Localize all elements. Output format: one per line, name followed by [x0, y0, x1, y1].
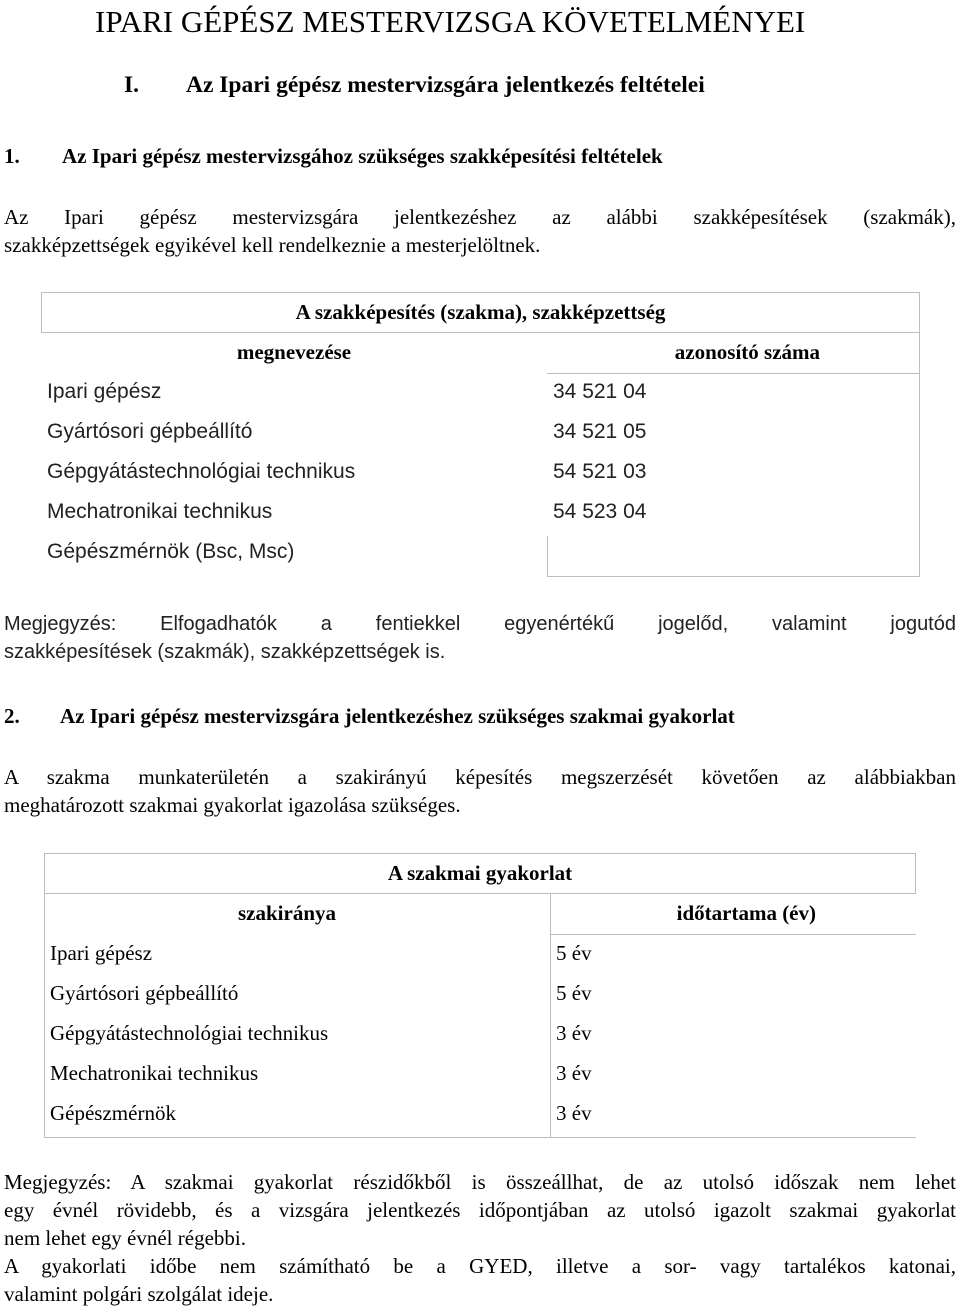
note-1-line-1: Megjegyzés: Elfogadhatók a fentiekkel egyenértékű jogelőd, valamint jogutód [4, 613, 956, 635]
qualification-code: 34 521 05 [553, 420, 647, 443]
table-row [41, 492, 920, 532]
practice-field: Ipari gépész [50, 940, 153, 965]
practice-field: Gyártósori gépbeállító [50, 980, 239, 1005]
practice-table-caption: A szakmai gyakorlat [387, 860, 573, 885]
subsection-1-heading [4, 142, 663, 170]
qualifications-col-code-header: azonosító száma [674, 339, 821, 364]
intro-2-line-2: meghatározott szakmai gyakorlat igazolása szükséges. [4, 793, 461, 817]
note-2-line-3: nem lehet egy évnél régebbi. [4, 1226, 246, 1250]
qualification-code: 54 523 04 [553, 500, 647, 523]
note-2 [4, 1168, 956, 1308]
table-row [44, 973, 916, 1013]
note-2-line-5: valamint polgári szolgálat ideje. [4, 1282, 274, 1306]
section-number: I. [124, 72, 140, 98]
qualification-code: 34 521 04 [553, 380, 647, 403]
qualification-name: Gyártósori gépbeállító [47, 420, 253, 443]
table-row [44, 1093, 916, 1133]
note-2-line-2: egy évnél rövidebb, és a vizsgára jelentkezés időpontjában az utolsó igazolt szakmai gyakorlat [4, 1198, 956, 1222]
note-1 [4, 610, 956, 666]
subsection-2-number: 2. [4, 704, 20, 728]
practice-duration: 3 év [556, 1020, 592, 1045]
qualifications-table-caption: A szakképesítés (szakma), szakképzettség [295, 299, 666, 324]
note-2-line-4: A gyakorlati időbe nem számítható be a GYED, illetve a sor- vagy tartalékos katonai, [4, 1254, 956, 1278]
practice-duration: 3 év [556, 1060, 592, 1085]
practice-field: Mechatronikai technikus [50, 1060, 259, 1085]
practice-col-field-header: szakiránya [238, 900, 337, 925]
practice-col-duration-header: időtartama (év) [676, 900, 816, 925]
practice-duration: 3 év [556, 1100, 592, 1125]
table-row [41, 372, 920, 412]
table-row [41, 452, 920, 492]
qualification-name: Ipari gépész [47, 380, 162, 403]
section-heading [124, 70, 705, 100]
table-row [44, 933, 916, 973]
intro-1-line-1: Az Ipari gépész mestervizsgára jelentkezéshez az alábbi szakképesítések (szakmák), [4, 205, 956, 229]
intro-paragraph-1 [4, 203, 956, 259]
intro-1-line-2: szakképzettségek egyikével kell rendelkeznie a mesterjelöltnek. [4, 233, 541, 257]
subsection-1-heading-text: Az Ipari gépész mestervizsgához szükséges szakképesítési feltételek [62, 144, 663, 168]
practice-duration: 5 év [556, 980, 592, 1005]
intro-paragraph-2 [4, 763, 956, 819]
practice-field: Gépgyátástechnológiai technikus [50, 1020, 329, 1045]
practice-duration: 5 év [556, 940, 592, 965]
table-row [41, 532, 920, 572]
qualification-code [547, 532, 920, 572]
qualification-name: Mechatronikai technikus [47, 500, 273, 523]
page-title: IPARI GÉPÉSZ MESTERVIZSGA KÖVETELMÉNYEI [95, 4, 806, 39]
qualification-name: Gépészmérnök (Bsc, Msc) [47, 540, 295, 563]
note-2-line-1: Megjegyzés: A szakmai gyakorlat részidőkből is összeállhat, de az utolsó időszak nem lehet [4, 1170, 956, 1194]
qualification-name: Gépgyátástechnológiai technikus [47, 460, 356, 483]
qualifications-table [41, 292, 920, 572]
intro-2-line-1: A szakma munkaterületén a szakirányú képesítés megszerzését követően az alábbiakban [4, 765, 956, 789]
subsection-1-number: 1. [4, 144, 20, 168]
practice-field: Gépészmérnök [50, 1100, 176, 1125]
qualification-code: 54 521 03 [553, 460, 647, 483]
practice-table [44, 853, 916, 1133]
qualifications-col-name-header: megnevezése [236, 339, 352, 364]
table-row [41, 412, 920, 452]
note-1-line-2: szakképesítések (szakmák), szakképzettségek is. [4, 641, 446, 663]
table-row [44, 1053, 916, 1093]
subsection-2-heading-text: Az Ipari gépész mestervizsgára jelentkezéshez szükséges szakmai gyakorlat [60, 704, 735, 728]
table-row [44, 1013, 916, 1053]
section-heading-text: Az Ipari gépész mestervizsgára jelentkezés feltételei [186, 72, 705, 98]
subsection-2-heading [4, 702, 735, 730]
